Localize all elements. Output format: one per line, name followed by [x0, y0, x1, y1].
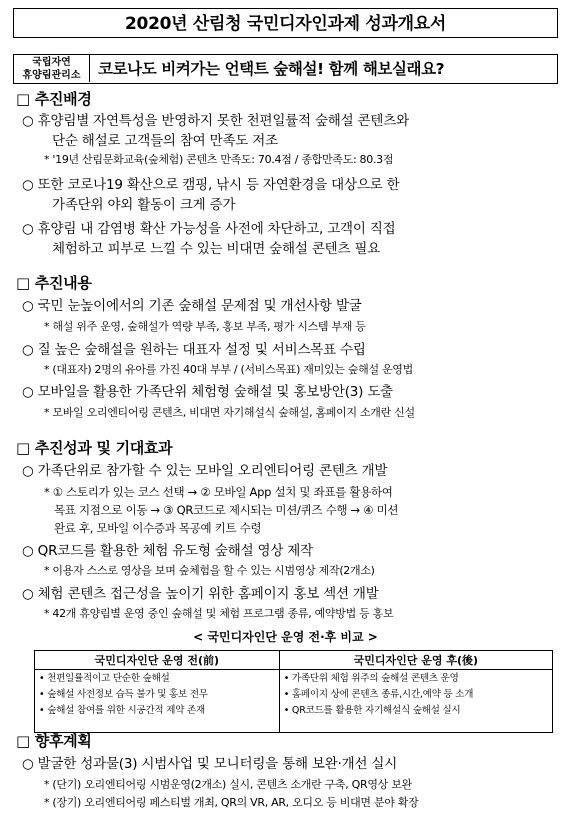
comparison-before-header: 국민디자인단 운영 전(前) — [35, 651, 280, 670]
results-note-2: * 이용자 스스로 영상을 보며 숲체험을 할 수 있는 시범영상 제작(2개소) — [44, 564, 375, 577]
plan-note-1: * (단기) 오리엔티어링 시범운영(2개소) 실시, 콘텐츠 소개란 구축, QR영상 보완 — [44, 778, 412, 791]
background-note-1: * '19년 산림문화교육(숲체험) 콘텐츠 만족도: 70.4점 / 종합만족도: 80.3점 — [44, 153, 394, 166]
content-bullet-1: ○ 국민 눈높이에서의 기존 숲해설 문제점 및 개선사항 발굴 — [22, 298, 362, 314]
comparison-after-cell — [279, 670, 552, 733]
comparison-table — [34, 650, 553, 733]
comparison-after-header: 국민디자인단 운영 후(後) — [279, 651, 552, 670]
after-item-2: • 홈페이지 상에 콘텐츠 종류,시간,예약 등 소개 — [283, 689, 474, 700]
content-note-2: * (대표자) 2명의 유아를 가진 40대 부부 / (서비스목표) 재미있는 숲해설 운영법 — [44, 363, 413, 376]
section-heading-plan: □ 향후계획 — [16, 732, 92, 750]
background-bullet-2-line-1: ○ 또한 코로나19 확산으로 캠핑, 낚시 등 자연환경을 대상으로 한 — [22, 177, 400, 193]
section-heading-results: □ 추진성과 및 기대효과 — [16, 439, 173, 457]
background-bullet-3-line-2: 체험하고 피부로 느낄 수 있는 비대면 숲해설 콘텐츠 필요 — [52, 241, 381, 257]
before-item-2: • 숲해설 사전정보 습득 불가 및 홍보 전무 — [39, 689, 208, 700]
comparison-before-cell — [35, 670, 280, 733]
project-header — [13, 54, 558, 84]
section-heading-content: □ 추진내용 — [16, 274, 92, 292]
after-item-1: • 가족단위 체험 위주의 숲해설 콘텐츠 운영 — [283, 673, 459, 684]
background-bullet-1-line-1: ○ 휴양림별 자연특성을 반영하지 못한 천편일률적 숲해설 콘텐츠와 — [22, 113, 409, 129]
org-line-2: 휴양림관리소 — [22, 70, 81, 81]
results-bullet-3: ○ 체험 콘텐츠 접근성을 높이기 위한 홈페이지 홍보 섹션 개발 — [22, 586, 379, 602]
document-title: 2020년 산림청 국민디자인과제 성과개요서 — [13, 8, 558, 38]
plan-note-2: * (장기) 오리엔티어링 페스티벌 개최, QR의 VR, AR, 오디오 등 비대면 분야 확장 — [44, 796, 419, 809]
content-note-1: * 해설 위주 운영, 숲해설가 역량 부족, 홍보 부족, 평가 시스템 부재 등 — [44, 320, 366, 333]
org-line-1: 국립자연 — [32, 57, 71, 68]
background-bullet-1-line-2: 단순 해설로 고객들의 참여 만족도 저조 — [52, 133, 278, 149]
background-bullet-3-line-1: ○ 휴양림 내 감염병 확산 가능성을 사전에 차단하고, 고객이 직접 — [22, 221, 396, 237]
results-bullet-2: ○ QR코드를 활용한 체험 유도형 숲해설 영상 제작 — [22, 543, 313, 559]
results-note-1-line-2: 목표 지점으로 이동 → ③ QR코드로 제시되는 미션/퀴즈 수행 → ④ 미션 — [54, 503, 399, 517]
plan-bullet-1: ○ 발굴한 성과물(3) 시범사업 및 모니터링을 통해 보완·개선 실시 — [22, 756, 398, 772]
results-note-1-line-1: * ① 스토리가 있는 코스 선택 → ② 모바일 App 설치 및 좌표를 활용하여 — [44, 485, 393, 499]
results-note-1-line-3: 완료 후, 모바일 이수증과 목공예 키트 수령 — [54, 521, 262, 535]
organization-label — [14, 55, 90, 82]
section-heading-background: □ 추진배경 — [16, 90, 92, 108]
results-bullet-1: ○ 가족단위로 참가할 수 있는 모바일 오리엔티어링 콘텐츠 개발 — [22, 463, 388, 479]
before-item-1: • 천편일률적이고 단순한 숲해설 — [39, 673, 170, 684]
after-item-3: • QR코드를 활용한 자기해설식 숲해설 실시 — [283, 705, 461, 716]
content-bullet-2: ○ 질 높은 숲해설을 원하는 대표자 설정 및 서비스목표 수립 — [22, 342, 366, 358]
content-note-3: * 모바일 오리엔티어링 콘텐츠, 비대면 자기해설식 숲해설, 홈페이지 소개란 신설 — [44, 406, 415, 419]
comparison-caption: < 국민디자인단 운영 전·후 비교 > — [193, 630, 378, 644]
background-bullet-2-line-2: 가족단위 야외 활동이 크게 증가 — [52, 197, 236, 213]
project-slogan: 코로나도 비켜가는 언택트 숲해설! 함께 해보실래요? — [98, 60, 445, 78]
before-item-3: • 숲해설 참여를 위한 시공간적 제약 존재 — [39, 705, 205, 716]
results-note-3: * 42개 휴양림별 운영 중인 숲해설 및 체험 프로그램 종류, 예약방법 등 홍보 — [44, 607, 394, 620]
content-bullet-3: ○ 모바일을 활용한 가족단위 체험형 숲해설 및 홍보방안(3) 도출 — [22, 384, 394, 400]
